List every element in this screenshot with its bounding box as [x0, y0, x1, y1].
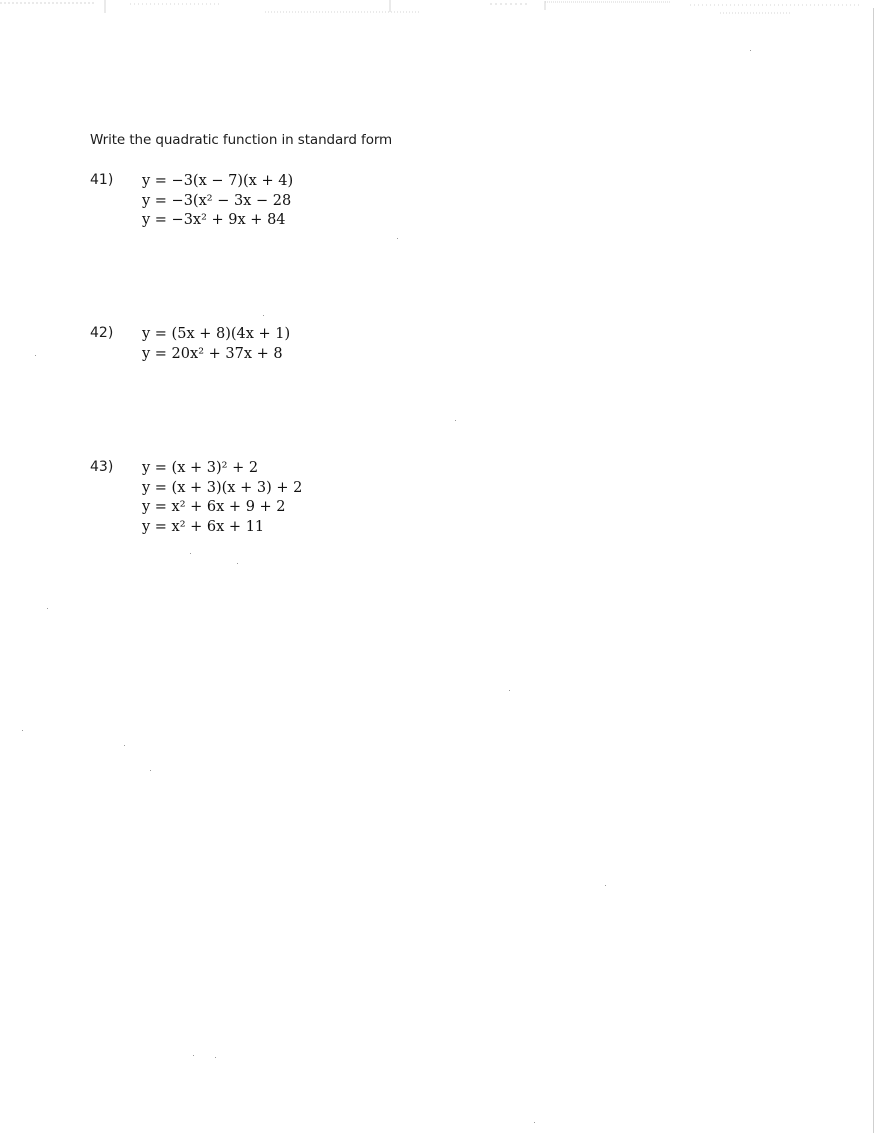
scan-speck	[455, 420, 456, 421]
solution-step: y = x² + 6x + 11	[142, 518, 265, 535]
scan-edge-line	[873, 8, 874, 1133]
scan-speck	[509, 690, 510, 691]
solution-step: y = (5x + 8)(4x + 1)	[142, 326, 291, 342]
solution-step: y = −3(x − 7)(x + 4)	[142, 173, 294, 189]
scan-speck	[534, 1122, 535, 1123]
scan-speck	[605, 885, 606, 886]
scan-speck	[193, 1055, 194, 1056]
scan-header-artifact	[0, 0, 880, 16]
scan-speck	[150, 770, 151, 771]
solution-step: y = x² + 6x + 9 + 2	[142, 499, 286, 515]
solution-step: y = (x + 3)(x + 3) + 2	[142, 479, 303, 496]
scan-speck	[397, 238, 398, 239]
instruction-text: Write the quadratic function in standard form	[90, 132, 393, 148]
solution-step: y = (x + 3)² + 2	[142, 460, 259, 476]
solution-steps	[142, 325, 290, 364]
scan-speck	[263, 315, 264, 316]
scan-speck	[750, 50, 751, 51]
solution-step: y = 20x² + 37x + 8	[142, 345, 283, 362]
scan-speck	[22, 730, 23, 731]
scan-speck	[215, 1057, 216, 1058]
problem-number: 42)	[90, 325, 114, 341]
problem-number: 43)	[90, 459, 114, 475]
solution-steps	[142, 172, 293, 231]
scan-speck	[190, 553, 191, 554]
solution-steps	[142, 459, 302, 537]
scan-speck	[237, 563, 238, 564]
scan-speck	[47, 608, 48, 609]
scan-speck	[124, 745, 125, 746]
solution-step: y = −3x² + 9x + 84	[142, 212, 286, 228]
scan-speck	[35, 355, 36, 356]
solution-step: y = −3(x² − 3x − 28	[142, 192, 292, 209]
problem-number: 41)	[90, 172, 114, 188]
